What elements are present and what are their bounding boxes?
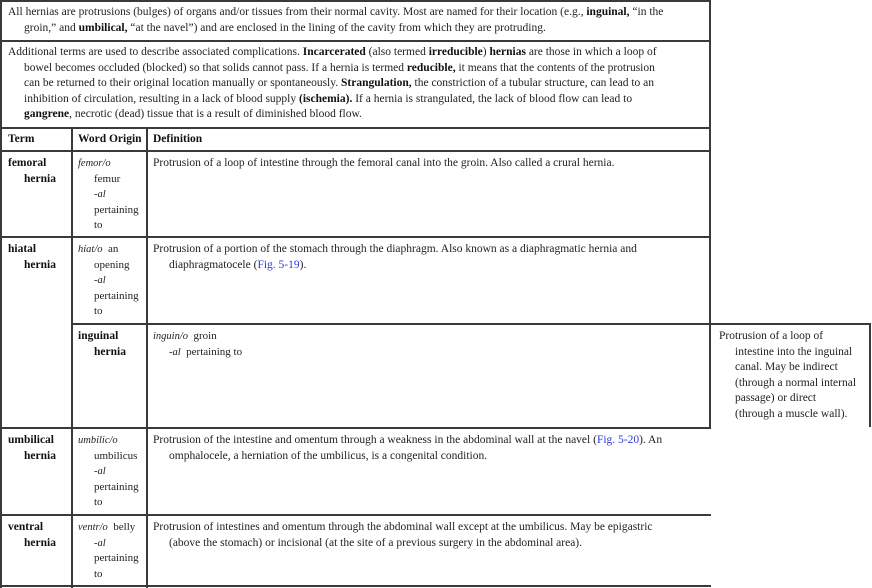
row3-bottom	[0, 427, 711, 429]
header-word-origin: Word Origin	[78, 133, 142, 145]
term-hiatal-hernia: hiatal hernia	[8, 243, 56, 271]
origin-inguinal: inguin/o groin -al pertaining to	[153, 330, 243, 358]
origin-ventral: ventr/o belly -al pertaining to	[78, 521, 139, 580]
fig-5-19-link[interactable]: Fig. 5-19	[257, 258, 300, 271]
term-ventral-hernia: ventral hernia	[8, 521, 56, 549]
table-bottom	[0, 585, 711, 587]
term-femoral-hernia: femoral hernia	[8, 157, 56, 185]
definition-femoral: Protrusion of a loop of intestine through the femoral canal into the groin. Also called a crural hernia.	[153, 157, 615, 169]
definition-umbilical: Protrusion of the intestine and omentum through a weakness in the abdominal wall at the navel (Fig. 5-20). An omphalocele, a herniation of the umbilicus, is a congenital condition.	[153, 434, 663, 462]
header-bottom-border	[0, 150, 711, 152]
fig-5-20-link[interactable]: Fig. 5-20	[596, 434, 640, 446]
origin-femoral: femor/o femur -al pertaining to	[78, 158, 139, 231]
intro-divider	[0, 40, 711, 42]
col1-divider	[71, 127, 73, 588]
origin-umbilical: umbilic/o umbilicus -al pertaining to	[78, 435, 139, 508]
header-definition: Definition	[153, 133, 203, 145]
term-inguinal-hernia: inguinal hernia	[78, 330, 126, 358]
definition-inguinal: Protrusion of a loop of intestine into the inguinal canal. May be indirect (through a normal internal passage) or direct (through a muscle wall).	[719, 330, 857, 420]
row1-bottom	[0, 236, 711, 238]
table-top-border	[0, 127, 711, 129]
intro-top-border	[0, 0, 711, 2]
col2-divider	[146, 127, 148, 588]
intro-paragraph-2: Additional terms are used to describe associated complications. Incarcerated (also termed irreducible) hernias are those in which a loop of bowel becomes occluded (blocked) so that solids cannot pass. If a hernia is termed reducible, it means that the contents of the protrusion can be returned to their original location manually or spontaneously. Strangulation, the constriction of a tubular structure, can lead to an inhibition of circulation, resulting in a lack of blood supply (ischemia). If a hernia is strangulated, the lack of blood flow can lead to gangrene, necrotic (dead) tissue that is a result of diminished blood flow.	[8, 46, 657, 120]
header-term: Term	[8, 133, 35, 145]
row4-bottom	[0, 514, 711, 516]
row2-bottom-partial	[71, 323, 871, 325]
origin-hiatal: hiat/o an opening -al pertaining to	[78, 243, 139, 317]
definition-hiatal: Protrusion of a portion of the stomach through the diaphragm. Also known as a diaphragmatic hernia and diaphragmatocele (Fig. 5-19).	[153, 243, 637, 271]
intro-paragraph-1: All hernias are protrusions (bulges) of organs and/or tissues from their normal cavity. Most are named for their location (e.g., inguinal, “in the groin,” and umbilical, “at the navel”) and are enclosed in the lining of the cavity from which they are protruding.	[8, 6, 664, 34]
term-umbilical-hernia: umbilical hernia	[8, 434, 56, 462]
definition-ventral: Protrusion of intestines and omentum through the abdominal wall except at the umbilicus. May be epigastric (above the stomach) or incisional (at the site of a previous surgery in the abdominal area).	[153, 521, 653, 549]
inguinal-def-left	[709, 323, 711, 427]
